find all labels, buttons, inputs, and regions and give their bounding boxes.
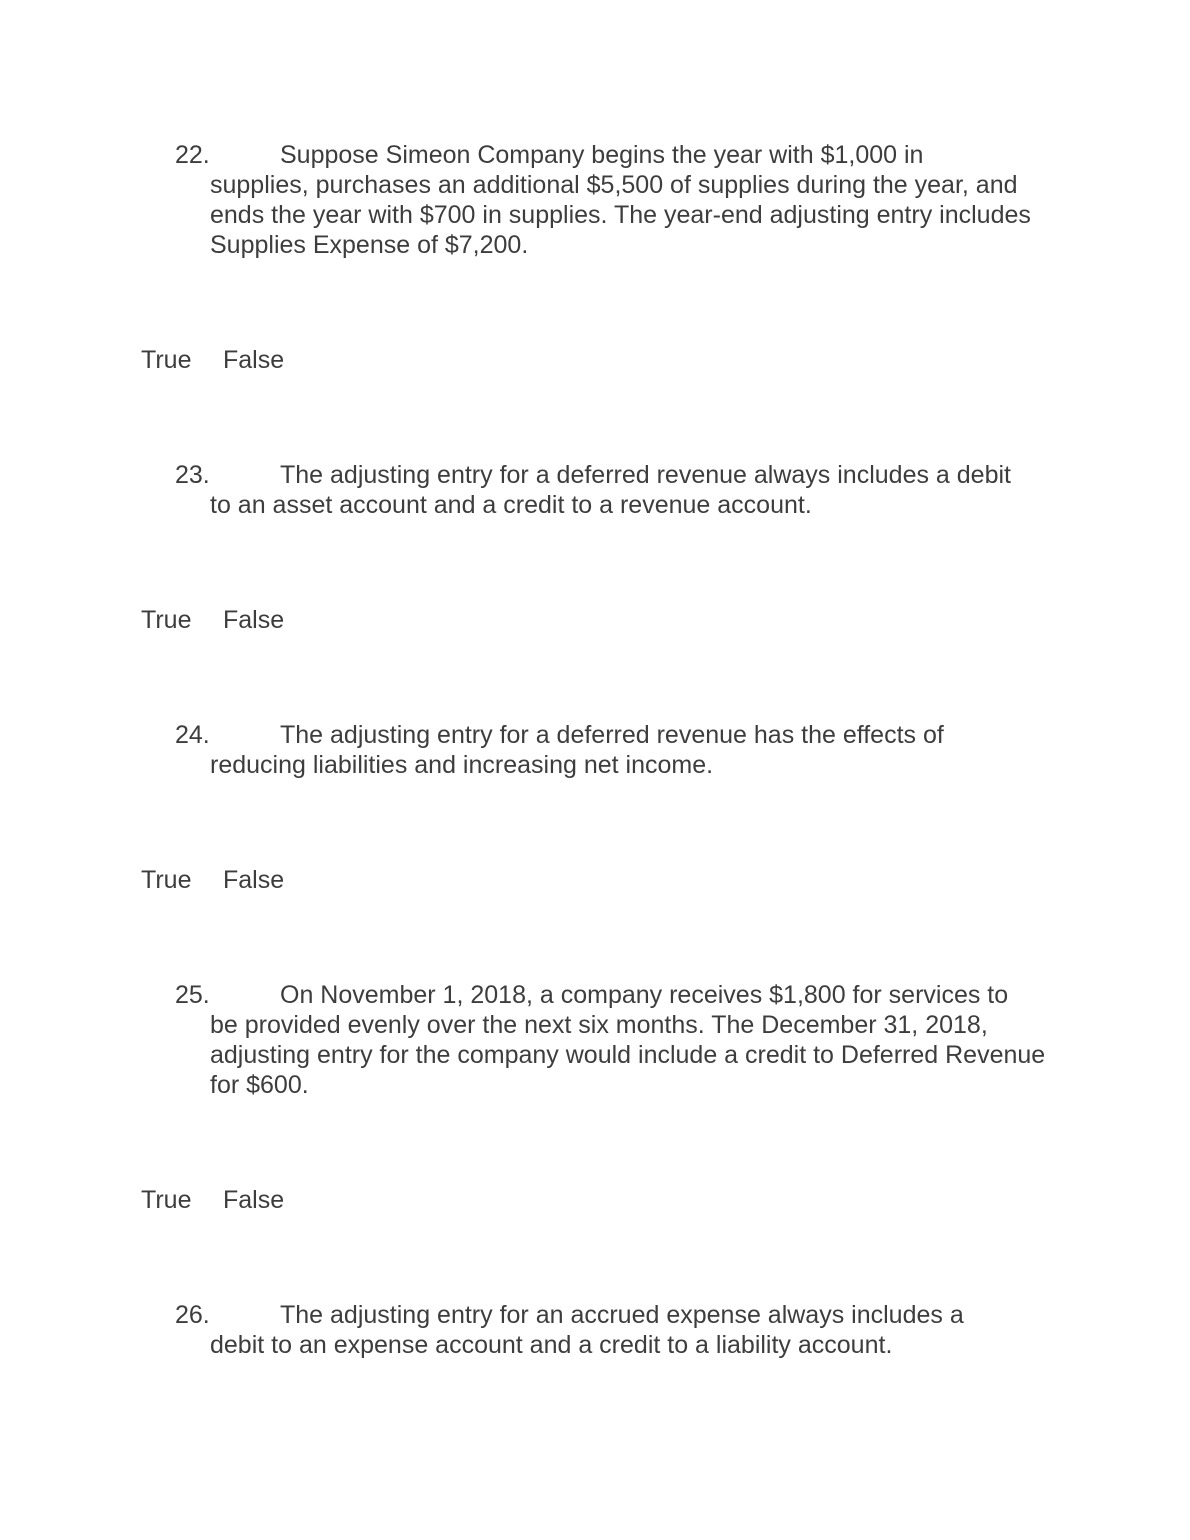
question-text-start: The adjusting entry for a deferred revenue always includes a debit xyxy=(280,461,1011,489)
answer-options-25 xyxy=(141,1185,284,1215)
question-text-start: On November 1, 2018, a company receives $1,800 for services to xyxy=(280,981,1009,1009)
question-24 xyxy=(175,720,1070,780)
question-text-rest: debit to an expense account and a credit to a liability account. xyxy=(210,1331,893,1359)
answer-options-22 xyxy=(141,345,284,375)
question-first-line xyxy=(175,140,1070,170)
question-text-rest: be provided evenly over the next six months. The December 31, 2018, adjusting entry for the company would include a credit to Deferred Revenue for $600. xyxy=(210,1011,1046,1099)
false-option[interactable]: False xyxy=(223,346,285,374)
question-number: 22. xyxy=(175,141,210,169)
question-text-start: The adjusting entry for a deferred revenue has the effects of xyxy=(280,721,944,749)
question-first-line xyxy=(175,720,1070,750)
question-number: 25. xyxy=(175,981,210,1009)
question-number: 26. xyxy=(175,1301,210,1329)
true-option[interactable]: True xyxy=(141,1186,192,1214)
question-text-start: Suppose Simeon Company begins the year with $1,000 in xyxy=(280,141,924,169)
true-option[interactable]: True xyxy=(141,866,192,894)
question-text-start: The adjusting entry for an accrued expense always includes a xyxy=(280,1301,964,1329)
true-option[interactable]: True xyxy=(141,606,192,634)
question-first-line xyxy=(175,460,1070,490)
question-text-rest: to an asset account and a credit to a revenue account. xyxy=(210,491,812,519)
true-option[interactable]: True xyxy=(141,346,192,374)
false-option[interactable]: False xyxy=(223,1186,285,1214)
false-option[interactable]: False xyxy=(223,606,285,634)
answer-options-23 xyxy=(141,605,284,635)
question-22 xyxy=(175,140,1070,260)
question-23 xyxy=(175,460,1070,520)
question-25 xyxy=(175,980,1070,1100)
question-text-rest: reducing liabilities and increasing net income. xyxy=(210,751,714,779)
question-number: 23. xyxy=(175,461,210,489)
question-first-line xyxy=(175,1300,1070,1330)
question-number: 24. xyxy=(175,721,210,749)
question-26 xyxy=(175,1300,1070,1360)
answer-options-24 xyxy=(141,865,284,895)
question-text-rest: supplies, purchases an additional $5,500 of supplies during the year, and ends the year with $700 in supplies. The year-end adjusting entry includes Supplies Expense of $7,200. xyxy=(210,171,1031,259)
question-first-line xyxy=(175,980,1070,1010)
false-option[interactable]: False xyxy=(223,866,285,894)
